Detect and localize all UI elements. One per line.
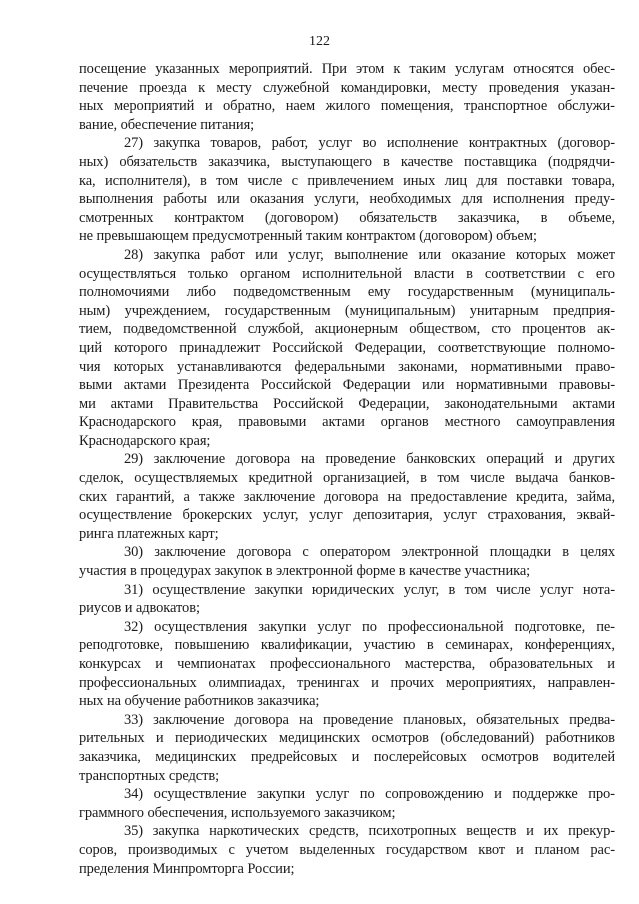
text-line: печение проезда к месту служебной командировки, месту проведения указан- [79, 79, 615, 96]
text-line: 29) заключение договора на проведение банковских операций и других [124, 451, 615, 468]
text-line: выми актами Президента Российской Федерации или нормативными правовы- [79, 377, 615, 394]
text-line: граммного обеспечения, используемого заказчиком; [79, 804, 396, 821]
text-line: смотренных контрактом (договором) обязательств заказчика, в объеме, [79, 209, 615, 226]
text-line: 27) закупка товаров, работ, услуг во исполнение контрактных (договор- [124, 135, 615, 152]
text-line: ных мероприятий и обратно, наем жилого помещения, транспортное обслужи- [79, 98, 615, 115]
text-line: ми актами Правительства Российской Федерации, законодательными актами [79, 395, 615, 412]
text-line: не превышающем предусмотренный таким контрактом (договором) объем; [79, 228, 537, 245]
text-line: ка, исполнителя), в том числе с привлечением иных лиц для поставки товара, [79, 172, 615, 189]
text-line: ских гарантий, а также заключение договора на предоставление кредита, займа, [79, 488, 615, 505]
text-line: Краснодарского края, правовыми актами органов местного самоуправления [79, 414, 615, 431]
text-line: рительных и периодических медицинских осмотров (обследований) работников [79, 730, 615, 747]
text-line: 35) закупка наркотических средств, психотропных веществ и их прекур- [124, 823, 615, 840]
text-line: ций которого принадлежит Российской Федерации, соответствующие полномо- [79, 339, 615, 356]
text-line: пределения Минпромторга России; [79, 860, 295, 877]
text-line: вание, обеспечение питания; [79, 116, 255, 133]
text-line: осуществляться только органом исполнительной власти в соответствии с его [79, 265, 615, 282]
text-line: 32) осуществления закупки услуг по профессиональной подготовке, пе- [124, 618, 615, 635]
text-line: чия которых устанавливаются федеральными законами, нормативными право- [79, 358, 615, 375]
text-line: 33) заключение договора на проведение плановых, обязательных предва- [124, 711, 615, 728]
text-line: полномочиями либо подведомственным ему государственным (муниципаль- [79, 284, 615, 301]
text-line: риусов и адвокатов; [79, 600, 200, 617]
text-line: выполнения работы или оказания услуги, необходимых для исполнения преду- [79, 191, 615, 208]
text-line: реподготовке, повышению квалификации, участию в семинарах, конференциях, [79, 637, 615, 654]
text-line: участия в процедурах закупок в электронной форме в качестве участника; [79, 563, 531, 580]
text-line: сделок, осуществляемых кредитной организацией, в том числе выдача банков- [79, 470, 615, 487]
page-number: 122 [309, 34, 330, 49]
text-line: 34) осуществление закупки услуг по сопровождению и поддержке про- [124, 786, 615, 803]
text-line: 30) заключение договора с оператором электронной площадки в целях [124, 544, 615, 561]
text-line: Краснодарского края; [79, 432, 211, 449]
text-line: профессиональных олимпиадах, тренингах и прочих мероприятиях, направлен- [79, 674, 615, 691]
text-line: транспортных средств; [79, 767, 220, 784]
text-line: осуществление брокерских услуг, услуг депозитария, услуг страхования, эквай- [79, 507, 615, 524]
document-body [79, 60, 615, 878]
text-line: 28) закупка работ или услуг, выполнение или оказание которых может [124, 246, 615, 263]
text-line: заказчика, медицинских предрейсовых и послерейсовых осмотров водителей [79, 748, 615, 765]
text-line: посещение указанных мероприятий. При этом к таким услугам относятся обес- [79, 61, 615, 77]
text-line: ным) учреждением, государственным (муниципальным) унитарным предприя- [79, 302, 615, 319]
text-line: конкурсах и чемпионатах профессионального мастерства, образовательных и [79, 656, 615, 672]
text-line: 31) осуществление закупки юридических услуг, в том числе услуг нота- [124, 581, 615, 598]
text-line: ных) обязательств заказчика, выступающего в качестве поставщика (подрядчи- [79, 153, 615, 170]
text-line: ных на обучение работников заказчика; [79, 693, 320, 710]
text-line: соров, производимых с учетом выделенных государством квот и планом рас- [79, 841, 615, 858]
text-line: ринга платежных карт; [79, 525, 219, 542]
text-line: тием, подведомственной службой, акционерным обществом, сто процентов ак- [79, 321, 615, 338]
